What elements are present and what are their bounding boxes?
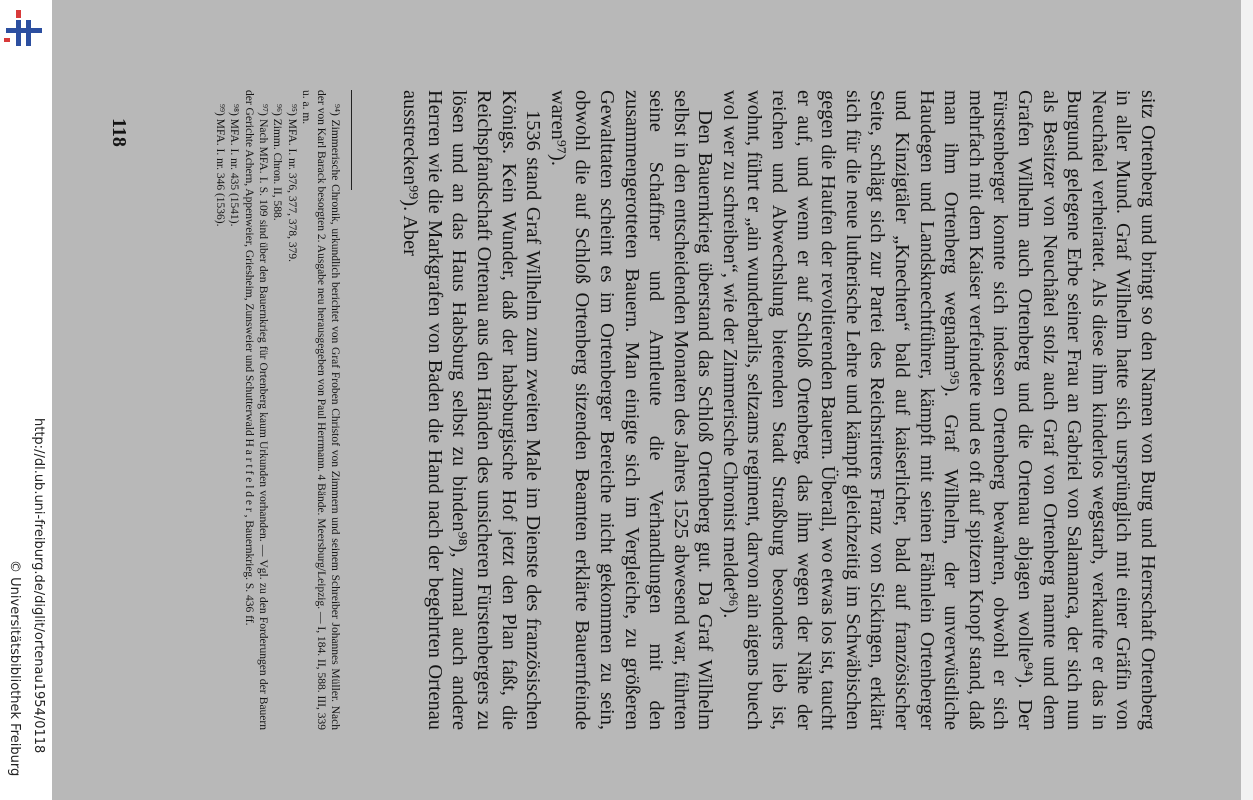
footnote-98: ⁹⁸) MFA. I. nr. 435 (1541). [228,104,241,227]
footnotes [212,90,342,730]
footnote-94: ⁹⁴) Zimmerische Chronik, urkundlich berichtet von Graf Froben Christof von Zimmern und seinem Schreiber Johannes Müller. Nach der von Karl Barack besorgten 2. Ausgabe neu herausgegeben von Paul Herrmann. 4 Bände. Meersburg/Leipzig. — I, 184. II, 588. III, 339 u. a. m. [300,90,341,730]
page-edge [1241,0,1253,800]
paragraph-3: 1536 stand Graf Wilhelm zum zweiten Male im Dienste des französischen Königs. Kein Wunder, daß der habsburgische Hof jetzt den Plan faßt, die Reichspfandschaft Ortenau aus den Händen des unsicheren Fürstenbergers zu lösen und an das Haus Habsburg selbst zu binden⁹⁸), zumal auch andere Herren wie die Markgrafen von Baden die Hand nach der begehrten Ortenau ausstrecken⁹⁹). Aber [399,90,545,730]
paragraph-2: Den Bauernkrieg überstand das Schloß Ortenberg gut. Da Graf Wilhelm selbst in den entscheidenden Monaten des Jahres 1525 abwesend war, führten seine Schaffner und Amtleute die Verhandlungen mit den zusammengerotteten Bauern. Man einigte sich im Vergleiche, zu größeren Gewalttaten scheint es im Ortenberger Bereiche nicht gekommen zu sein, obwohl die auf Schloß Ortenberg sitzenden Beamten erklärte Bauernfeinde waren⁹⁷). [546,90,717,730]
copyright-notice: © Universitätsbibliothek Freiburg [7,560,22,777]
footnote-rule [351,90,352,190]
footnote-99: ⁹⁹) MFA. I. nr. 346 (1536). [213,104,226,227]
footnote-95: ⁹⁵) MFA. I. nr. 376, 377, 378, 379. [285,104,298,262]
page-number: 118 [108,118,130,147]
source-url[interactable]: http://dl.ub.uni-freiburg.de/diglit/ortenau1954/0118 [31,418,46,754]
footnote-96: ⁹⁶) Zimm. Chron. II, 588. [271,104,284,221]
footnote-97: ⁹⁷) Nach MFA. I. S. 109 sind über den Bauernkrieg für Ortenberg kaum Urkunden vorhanden. — Vgl. zu den Forderungen der Bauern der Gerichte Achern, Appenweier, Griesheim, Zunsweier und Schutterwald H a r t f e l d e r , Bauernkrieg. S. 436 ff. [242,90,269,730]
body-text [398,90,1160,730]
provenance-sidebar [0,0,52,800]
paragraph-1: sitz Ortenberg und bringt so den Namen von Burg und Herrschaft Ortenberg in aller Mund. Graf Wilhelm hatte sich ursprünglich mit einer Gräfin von Neuchâtel verheiratet. Als diese ihm kinderlos wegstarb, verkaufte er das in Burgund gelegene Erbe seiner Frau an Gabriel von Salamanca, der sich nun als Besitzer von Neuchâtel stolz auch Graf von Ortenberg nannte und dem Grafen Wilhelm auch Ortenberg und die Ortenau abjagen wollte⁹⁴). Der Fürstenberger konnte sich indessen Ortenberg bewahren, obwohl er sich mehrfach mit dem Kaiser verfeindete und es oft auf spitzem Knopf stand, daß man ihm Ortenberg wegnahm⁹⁵). Graf Wilhelm, der unverwüstliche Haudegen und Landsknechtführer, kämpft mit seinen Fähnlein Ortenberger und Kinzigtäler „Knechten“ bald auf kaiserlicher, bald auf französischer Seite, schlägt sich zur Partei des Reichsritters Franz von Sickingen, erklärt sich für die neue lutherische Lehre und kämpft gleichzeitig im Schwäbischen gegen die Haufen der revoltierenden Bauern. Überall, wo etwas los ist, taucht er auf, und wenn er auf Schloß Ortenberg, das ihm wegen der Nähe der reichen und Abwechslung bietenden Stadt Straßburg besonders lieb ist, wohnt, führt er „ain wunderbarlis, seltzams regiment, darvon ain aigens buech wol wer zu schreiben“, wie der Zimmerische Chronist meldet⁹⁶). [718,90,1159,730]
rotated-page [100,90,1160,730]
